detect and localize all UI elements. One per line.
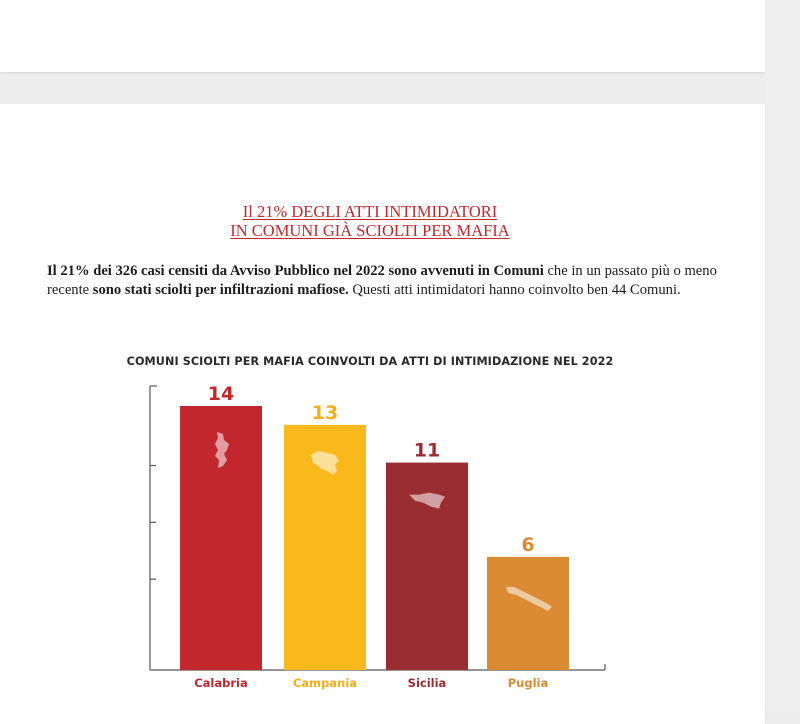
category-label-puglia: Puglia <box>507 676 549 690</box>
intro-bold-2: sono stati sciolti per infiltrazioni mafiose. <box>92 281 349 298</box>
category-label-calabria: Calabria <box>194 676 248 690</box>
bar-puglia <box>487 557 569 670</box>
page-margin-strip <box>765 0 800 705</box>
value-label-sicilia: 11 <box>413 439 441 462</box>
category-label-campania: Campania <box>292 676 358 690</box>
intro-text-2: Questi atti intimidatori hanno coinvolto ben 44 Comuni. <box>348 281 681 298</box>
bar-chart <box>0 104 765 705</box>
value-label-calabria: 14 <box>207 383 235 405</box>
top-card <box>0 0 765 72</box>
intro-bold-1: Il 21% dei 326 casi censiti da Avviso Pubblico nel 2022 sono avvenuti in Comuni <box>47 263 544 279</box>
chart-title: COMUNI SCIOLTI PER MAFIA COINVOLTI DA ATTI DI INTIMIDAZIONE NEL 2022 <box>126 355 614 368</box>
value-label-campania: 13 <box>311 401 339 424</box>
headline-line-1: Il 21% DEGLI ATTI INTIMIDATORI <box>242 202 498 221</box>
category-label-sicilia: Sicilia <box>407 676 447 690</box>
value-label-puglia: 6 <box>521 533 535 556</box>
intro-text-1: che in un passato più o meno recente <box>47 263 717 298</box>
headline-line-2: IN COMUNI GIÀ SCIOLTI PER MAFIA <box>230 221 510 240</box>
